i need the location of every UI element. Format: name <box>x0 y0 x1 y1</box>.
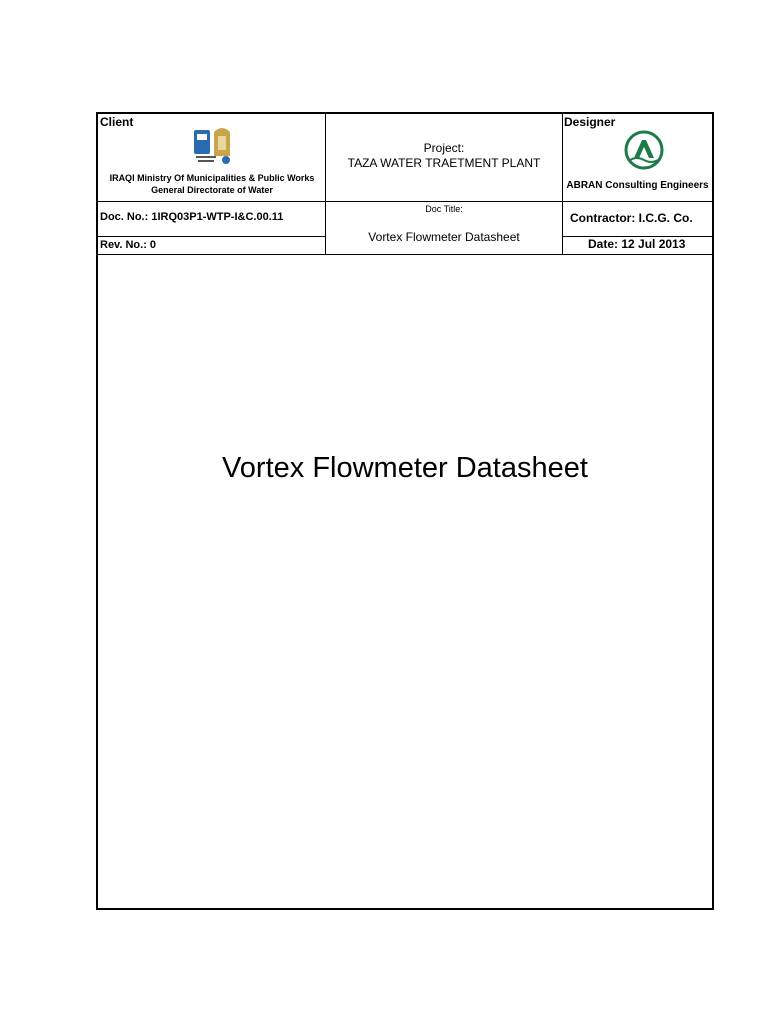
doc-title-label: Doc Title: <box>425 204 463 214</box>
doc-title: Vortex Flowmeter Datasheet <box>368 230 520 244</box>
document-frame <box>96 112 714 910</box>
revision-number: Rev. No.: 0 <box>100 239 157 251</box>
contractor: Contractor: I.C.G. Co. <box>570 211 693 225</box>
main-title: Vortex Flowmeter Datasheet <box>222 452 588 484</box>
client-org-line1: IRAQI Ministry Of Municipalities & Public Works <box>109 173 315 183</box>
info-bottom-divider <box>98 254 712 255</box>
project-label: Project: <box>423 141 465 155</box>
docno-divider-left <box>98 236 326 237</box>
designer-label: Designer <box>564 115 616 129</box>
client-org-line2: General Directorate of Water <box>151 185 273 195</box>
doc-number: Doc. No.: 1IRQ03P1-WTP-I&C.00.11 <box>100 211 284 223</box>
ministry-emblem-icon <box>192 122 236 166</box>
designer-name: ABRAN Consulting Engineers <box>566 180 709 191</box>
header-divider <box>98 201 712 202</box>
abran-logo-icon <box>622 130 666 170</box>
project-name: TAZA WATER TRAETMENT PLANT <box>347 156 541 170</box>
client-label: Client <box>100 115 134 129</box>
date: Date: 12 Jul 2013 <box>588 237 686 251</box>
